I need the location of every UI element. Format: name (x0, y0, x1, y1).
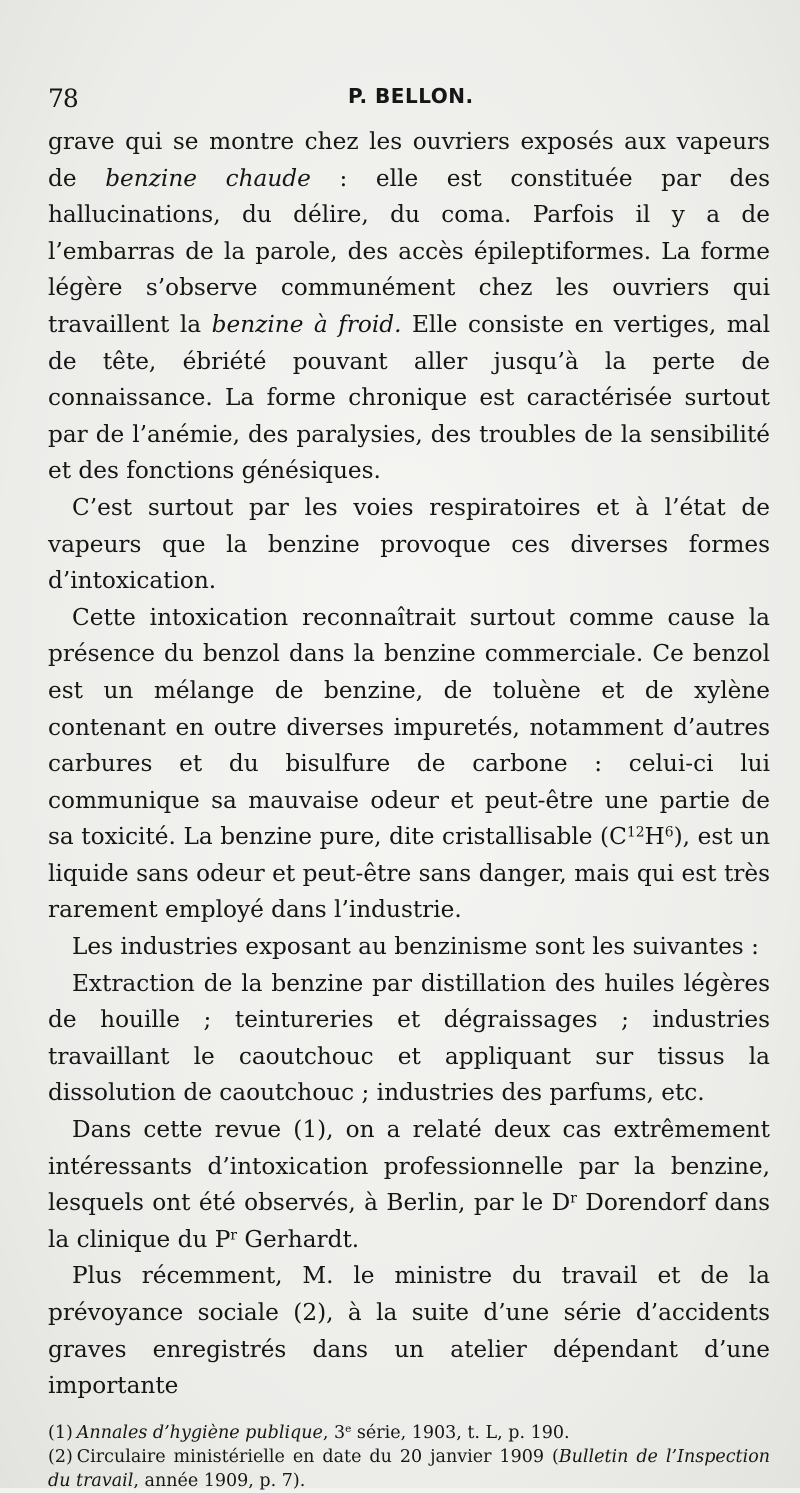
paragraph (48, 1112, 770, 1258)
superscript: 6 (664, 824, 674, 841)
superscript: r (570, 1190, 577, 1207)
paragraph (48, 1258, 770, 1404)
text-run: Cette intoxication reconnaîtrait surtout comme cause la présence du benzol dans la benzine commerciale. Ce benzol est un mélange de benzine, de toluène et de xylène contenant en outre diverses impuretés, notamment d’autres carbures et du bisulfure de carbone : celui-ci lui communique sa mauvaise odeur et peut-être une partie de sa toxicité. La benzine pure, dite cristallisable (C (48, 603, 770, 851)
text-run: Les industries exposant au benzinisme sont les suivantes : (72, 933, 759, 961)
text-run: , année 1909, p. 7). (133, 1470, 306, 1491)
paragraph (48, 929, 770, 966)
footnote-mark: (2) (48, 1446, 73, 1467)
text-run: Dans cette revue (1), on a relaté deux cas extrêmement intéressants d’intoxication professionnelle par la benzine, lesquels ont été observés, à Berlin, par le D (48, 1116, 770, 1217)
superscript: 12 (626, 824, 645, 841)
footnote (48, 1445, 770, 1493)
footnote-mark: (1) (48, 1422, 73, 1443)
text-run: H (644, 823, 665, 851)
paragraph (48, 490, 770, 600)
text-run: C’est surtout par les voies respiratoires et à l’état de vapeurs que la benzine provoque ces diverses formes d’intoxication. (48, 493, 770, 595)
text-run: Circulaire ministérielle en date du 20 janvier 1909 ( (76, 1446, 559, 1467)
paragraph (48, 600, 770, 929)
paragraph (48, 124, 770, 490)
superscript: r (230, 1227, 238, 1244)
text-run: , 3 (322, 1422, 346, 1443)
text-run: : elle est constituée par des hallucinations, du délire, du coma. Parfois il y a de l’embarras de la parole, des accès épileptiformes. La forme légère s’observe communément chez les ouvriers qui travaillent la (48, 164, 770, 338)
text-run: Dorendorf dans la clinique du P (48, 1189, 770, 1253)
text-run: Extraction de la benzine par distillation des huiles légères de houille ; teintureries et dégraissages ; industries travaillant le caoutchouc et appliquant sur tissus la dissolution de caoutchouc ; industries des parfums, etc. (48, 969, 770, 1107)
italic-run: benzine à froid. (211, 310, 402, 338)
text-run: série, 1903, t. L, p. 190. (351, 1422, 570, 1443)
running-title: P. BELLON. (348, 84, 474, 108)
superscript: e (345, 1423, 352, 1436)
text-run: ), est un liquide sans odeur et peut-être sans danger, mais qui est très rarement employé dans l’industrie. (48, 823, 771, 924)
italic-run: Annales d’hygiène publique (76, 1422, 323, 1443)
footnote (48, 1421, 770, 1445)
body-text (48, 124, 770, 1405)
text-run: Gerhardt. (237, 1225, 360, 1253)
text-run: Plus récemment, M. le ministre du travail et de la prévoyance sociale (2), à la suite d’une série d’accidents graves enregistrés dans un atelier dépendant d’une importante (48, 1262, 770, 1400)
footnotes (48, 1421, 770, 1493)
text-run: Elle consiste en vertiges, mal de tête, ébriété pouvant aller jusqu’à la perte de connaissance. La forme chronique est caractérisée surtout par de l’anémie, des paralysies, des troubles de la sensibilité et des fonctions génésiques. (48, 310, 770, 485)
paragraph (48, 966, 770, 1112)
page-number: 78 (48, 84, 78, 113)
running-head (48, 82, 770, 116)
italic-run: benzine chaude (105, 164, 311, 192)
italic-run: Bulletin de l’Inspection du travail (48, 1446, 770, 1491)
text-run: grave qui se montre chez les ouvriers exposés aux vapeurs de (48, 128, 770, 192)
